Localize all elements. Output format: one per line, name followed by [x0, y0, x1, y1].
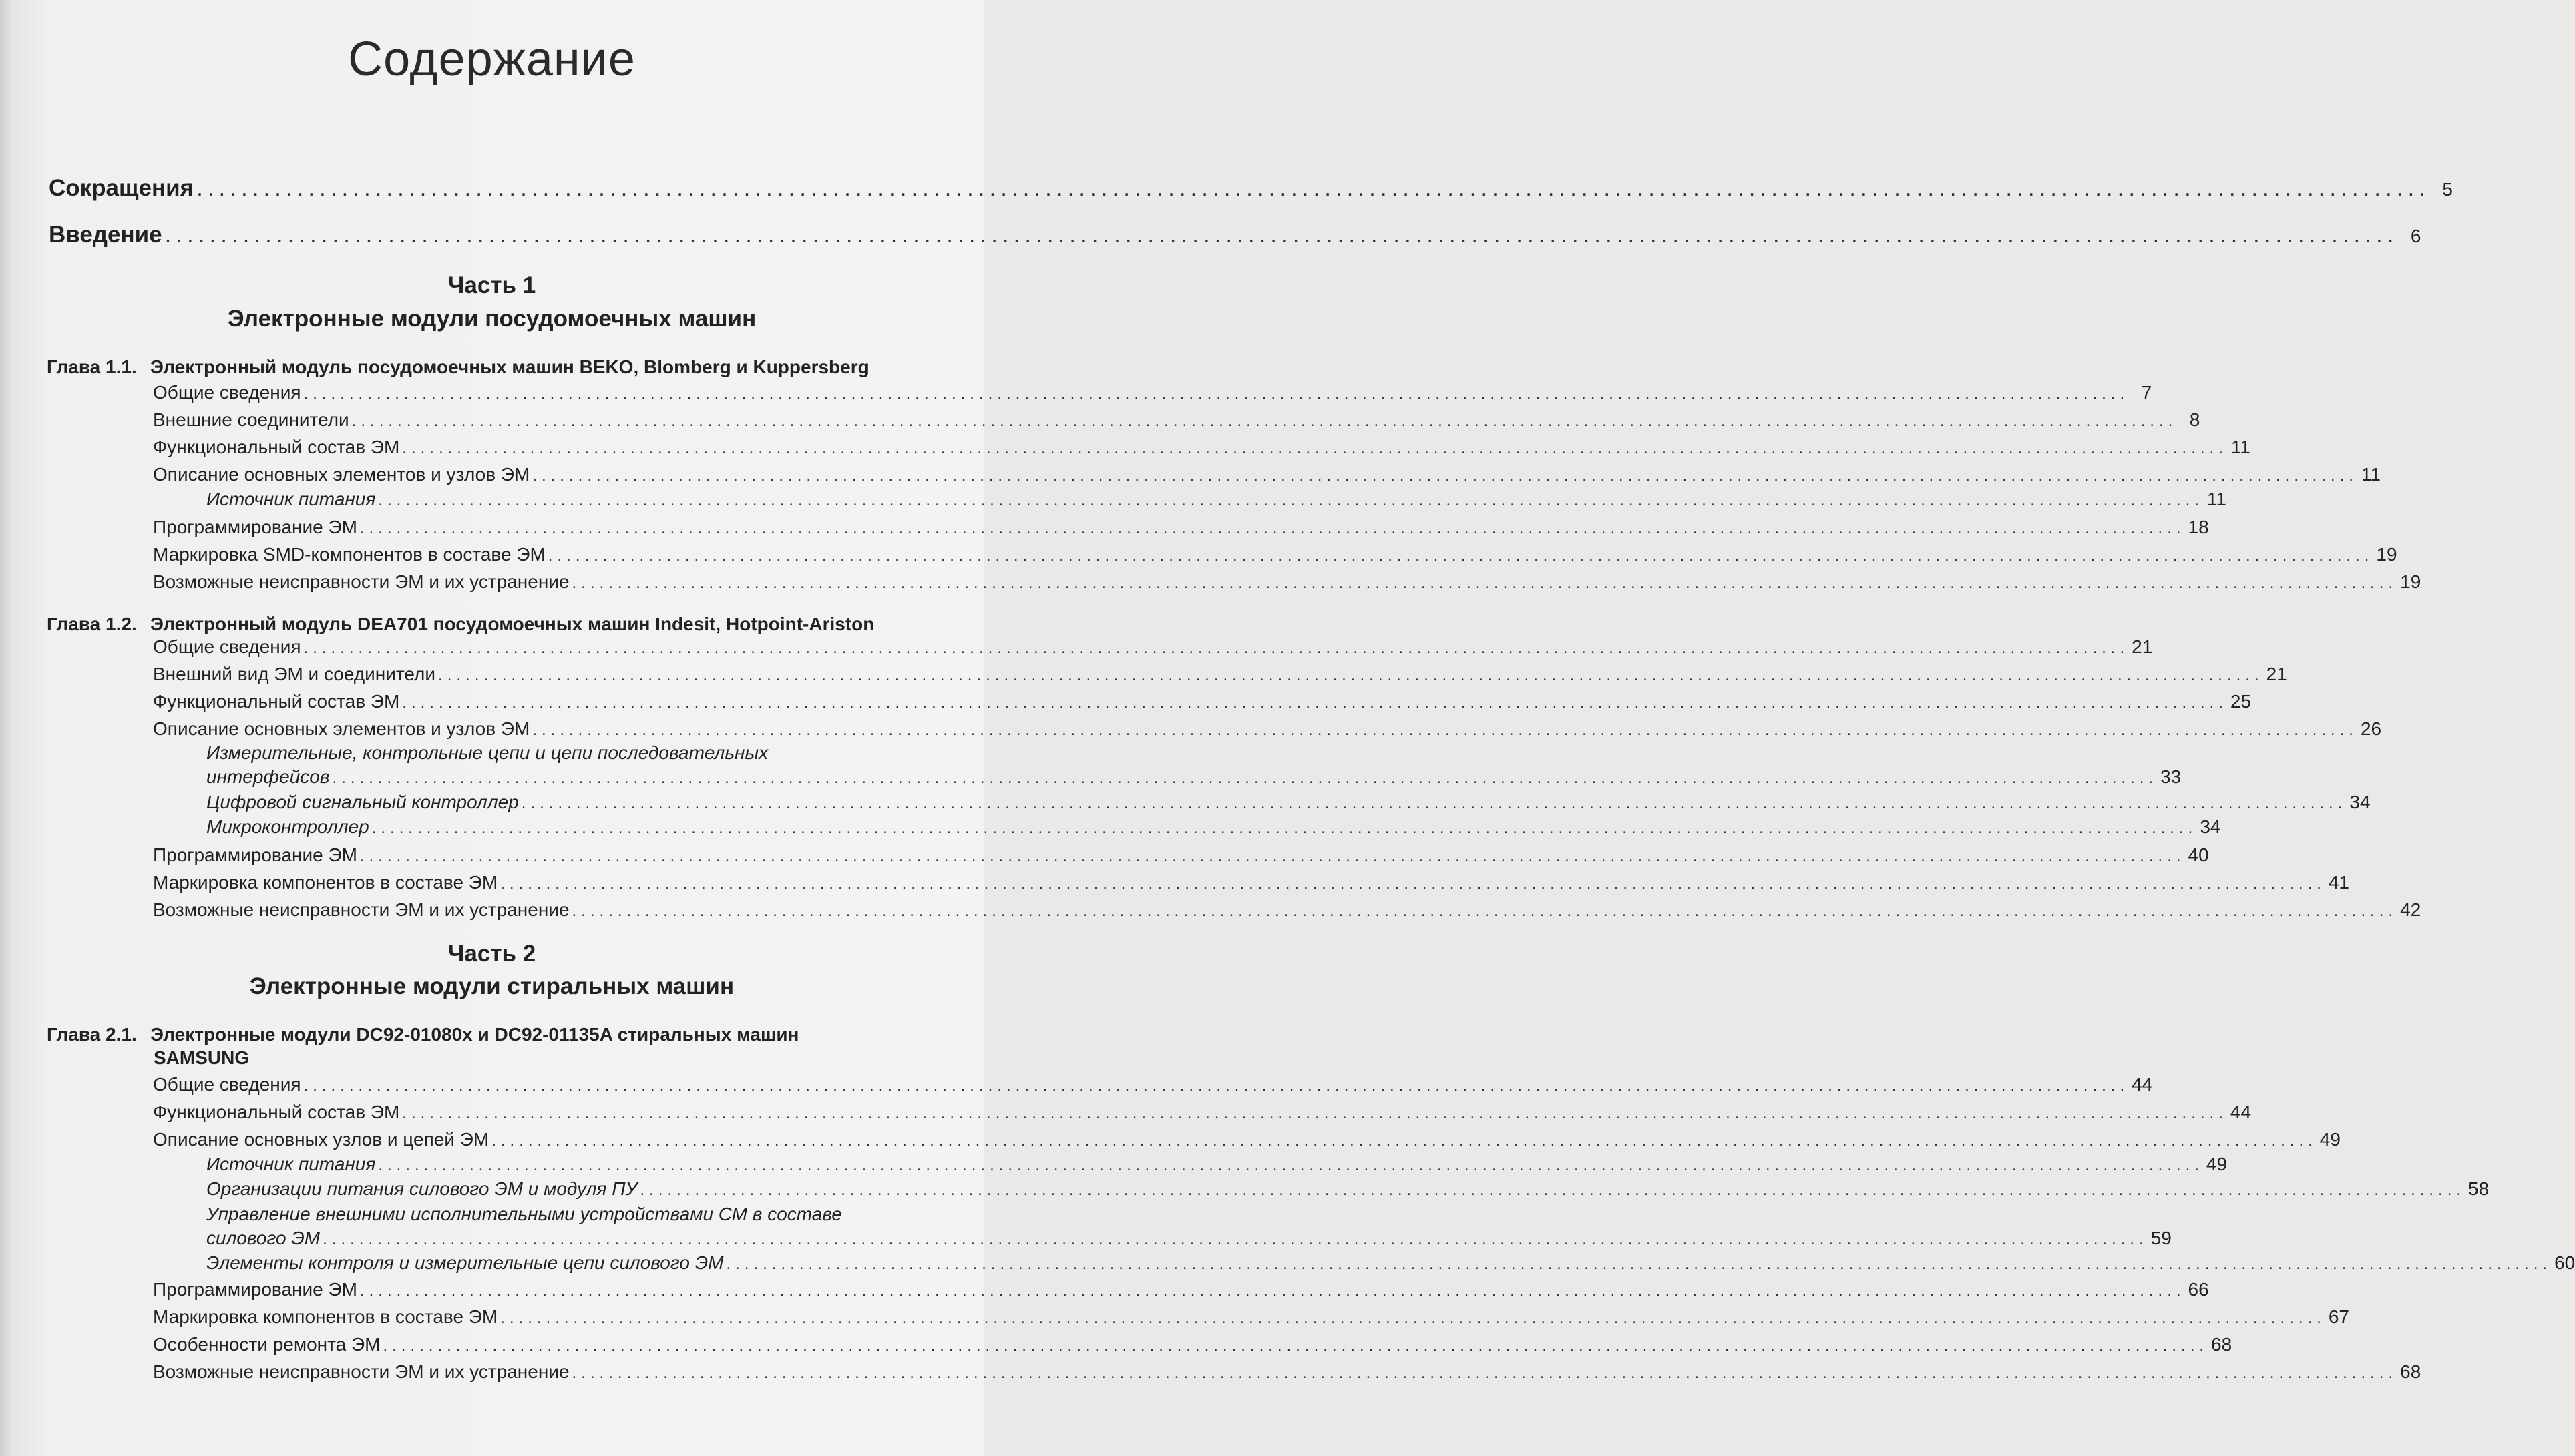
toc-entry-introduction[interactable] [49, 222, 2421, 248]
toc-subentry[interactable] [206, 489, 2226, 515]
chapter-title-continuation: SAMSUNG [154, 1047, 250, 1068]
dot-leader: ........................................................................................................................................................................................................ [491, 1132, 2317, 1150]
toc-entry-label: Программирование ЭМ [153, 517, 357, 537]
chapter-number: Глава 1.2. [47, 614, 137, 634]
dot-leader: ........................................................................................................................................................................................................ [359, 1282, 2186, 1300]
toc-entry-label: Возможные неисправности ЭМ и их устранение [153, 899, 570, 920]
toc-entry-label: Возможные неисправности ЭМ и их устранение [153, 571, 570, 592]
toc-page-number: 67 [2328, 1306, 2349, 1327]
toc-page-number: 49 [2319, 1129, 2341, 1150]
dot-leader: ........................................................................................................................................................................................................ [726, 1255, 2552, 1273]
toc-entry[interactable] [153, 691, 2252, 718]
chapter-title: Электронный модуль посудомоечных машин BEKO, Blomberg и Kuppersberg [150, 356, 869, 377]
toc-page-number: 44 [2230, 1102, 2252, 1122]
dot-leader: ........................................................................................................................................................................................................ [572, 902, 2398, 920]
dot-leader: ........................................................................................................................................................................................................ [378, 1156, 2204, 1174]
dot-leader: ........................................................................................................................................................................................................ [359, 519, 2186, 537]
toc-page-number: 68 [2400, 1361, 2421, 1382]
toc-page-number: 49 [2206, 1154, 2228, 1174]
toc-entry-label: Маркировка компонентов в составе ЭМ [153, 1306, 498, 1327]
toc-page-number: 18 [2188, 517, 2209, 537]
toc-subentry-line[interactable]: Управление внешними исполнительными устройствами СМ в составе [206, 1204, 842, 1224]
toc-subentry[interactable] [206, 816, 2221, 843]
toc-entry-abbreviations[interactable] [49, 175, 2453, 202]
toc-entry-label: Программирование ЭМ [153, 844, 357, 865]
dot-leader: ........................................................................................................................................................................................................ [500, 1309, 2326, 1327]
toc-page-number: 34 [2349, 792, 2371, 812]
dot-leader: ........................................................................................................................................................................................................ [402, 439, 2228, 457]
toc-entry-label: Цифровой сигнальный контроллер [206, 792, 519, 812]
page-title: Содержание [348, 33, 636, 86]
dot-leader: ........................................................................................................................................................................................................ [548, 547, 2374, 565]
toc-page-number: 11 [2206, 489, 2226, 509]
toc-page-number: 66 [2188, 1279, 2209, 1300]
toc-page-number: 19 [2400, 571, 2421, 592]
toc-entry-label: Функциональный состав ЭМ [153, 691, 400, 712]
toc-entry[interactable] [153, 636, 2153, 663]
dot-leader: ........................................................................................................................................................................................................ [500, 875, 2326, 893]
part-title: Электронные модули посудомоечных машин [227, 306, 757, 332]
toc-page-number: 33 [2160, 766, 2182, 787]
toc-page-number: 60 [2554, 1252, 2575, 1273]
toc-entry[interactable] [153, 571, 2421, 598]
toc-page-number: 40 [2188, 844, 2209, 865]
dot-leader: ........................................................................................................................................................................................................ [164, 222, 2399, 248]
chapter-number: Глава 2.1. [47, 1024, 137, 1045]
toc-subentry-line[interactable]: Измерительные, контрольные цепи и цепи последовательных [206, 742, 769, 763]
toc-page-number: 21 [2266, 664, 2287, 684]
toc-entry-label: Элементы контроля и измерительные цепи силового ЭМ [206, 1252, 724, 1273]
chapter-heading[interactable] [47, 612, 948, 636]
dot-leader: ........................................................................................................................................................................................................ [521, 794, 2347, 812]
toc-entry[interactable] [153, 1102, 2252, 1128]
dot-leader: ........................................................................................................................................................................................................ [371, 819, 2198, 837]
toc-entry-label: Сокращения [49, 175, 194, 201]
toc-entry-label: Микроконтроллер [206, 816, 369, 837]
toc-entry[interactable] [153, 664, 2287, 690]
toc-entry[interactable] [153, 1334, 2232, 1361]
toc-entry[interactable] [153, 718, 2382, 745]
toc-page-number: 34 [2200, 816, 2221, 837]
toc-entry-label: Функциональный состав ЭМ [153, 437, 400, 457]
toc-entry[interactable] [153, 409, 2200, 436]
dot-leader: ........................................................................................................................................................................................................ [402, 1104, 2228, 1122]
dot-leader: ........................................................................................................................................................................................................ [572, 1364, 2398, 1382]
dot-leader: ........................................................................................................................................................................................................ [383, 1337, 2209, 1355]
toc-page-number: 59 [2150, 1228, 2172, 1248]
dot-leader: ........................................................................................................................................................................................................ [532, 721, 2358, 739]
toc-page-number: 11 [2230, 437, 2250, 457]
toc-entry[interactable] [153, 1361, 2421, 1388]
toc-entry-label: Организации питания силового ЭМ и модуля ПУ [206, 1178, 638, 1199]
chapter-number: Глава 1.1. [47, 356, 137, 377]
dot-leader: ........................................................................................................................................................................................................ [402, 694, 2228, 712]
toc-entry-label: Общие сведения [153, 382, 301, 403]
toc-page-number: 19 [2376, 544, 2397, 565]
dot-leader: ........................................................................................................................................................................................................ [323, 1230, 2148, 1248]
toc-entry-label: Общие сведения [153, 636, 301, 657]
toc-entry[interactable] [153, 1279, 2209, 1306]
toc-entry-label: Внешний вид ЭМ и соединители [153, 664, 436, 684]
toc-page-number: 21 [2132, 636, 2153, 657]
toc-entry-label: Описание основных элементов и узлов ЭМ [153, 718, 530, 739]
chapter-heading[interactable] [47, 1023, 948, 1069]
dot-leader: ........................................................................................................................................................................................................ [378, 491, 2204, 509]
toc-entry-label: Введение [49, 222, 162, 248]
dot-leader: ........................................................................................................................................................................................................ [438, 666, 2264, 684]
part-number: Часть 1 [447, 272, 536, 298]
toc-entry-label: Особенности ремонта ЭМ [153, 1334, 381, 1355]
dot-leader: ........................................................................................................................................................................................................ [332, 769, 2158, 787]
toc-entry[interactable] [153, 1306, 2349, 1333]
toc-subentry[interactable] [206, 766, 2182, 793]
toc-entry-label: Общие сведения [153, 1074, 301, 1095]
chapter-title: Электронный модуль DEA701 посудомоечных машин Indesit, Hotpoint-Ariston [150, 614, 875, 634]
toc-subentry[interactable] [206, 1154, 2228, 1180]
toc-subentry[interactable] [206, 1178, 2490, 1205]
toc-entry-label: Описание основных элементов и узлов ЭМ [153, 464, 530, 485]
toc-entry-label: Программирование ЭМ [153, 1279, 357, 1300]
dot-leader: ........................................................................................................................................................................................................ [303, 385, 2130, 403]
toc-page-number: 58 [2468, 1178, 2490, 1199]
toc-subentry[interactable] [206, 1252, 2575, 1279]
toc-page-number: 11 [2361, 464, 2381, 485]
toc-entry-label: Возможные неисправности ЭМ и их устранение [153, 1361, 570, 1382]
toc-page-number: 6 [2410, 226, 2421, 246]
toc-page-number: 8 [2189, 409, 2200, 430]
toc-page-number: 25 [2230, 691, 2252, 712]
dot-leader: ........................................................................................................................................................................................................ [572, 574, 2398, 592]
dot-leader: ........................................................................................................................................................................................................ [359, 847, 2186, 865]
toc-page-number: 68 [2211, 1334, 2232, 1355]
toc-entry-label: силового ЭМ [206, 1228, 321, 1248]
toc-page-number: 42 [2400, 899, 2421, 920]
toc-entry[interactable] [153, 1129, 2341, 1156]
toc-subentry[interactable] [206, 1228, 2172, 1254]
toc-entry-label: Функциональный состав ЭМ [153, 1102, 400, 1122]
dot-leader: ........................................................................................................................................................................................................ [196, 175, 2430, 201]
dot-leader: ........................................................................................................................................................................................................ [303, 1077, 2130, 1095]
toc-entry[interactable] [153, 382, 2152, 409]
toc-entry-label: Источник питания [206, 1154, 376, 1174]
toc-entry-label: интерфейсов [206, 766, 330, 787]
toc-page-number: 41 [2328, 872, 2349, 893]
toc-entry-label: Маркировка SMD-компонентов в составе ЭМ [153, 544, 546, 565]
toc-entry[interactable] [153, 844, 2209, 871]
chapter-title: Электронные модули DC92-01080x и DC92-01135A стиральных машин [150, 1024, 799, 1045]
toc-entry[interactable] [153, 872, 2349, 899]
toc-entry-label: Внешние соединители [153, 409, 349, 430]
toc-entry[interactable] [153, 1074, 2153, 1101]
toc-page-number: 44 [2132, 1074, 2153, 1095]
dot-leader: ........................................................................................................................................................................................................ [532, 467, 2358, 485]
toc-entry-label: Описание основных узлов и цепей ЭМ [153, 1129, 489, 1150]
toc-entry[interactable] [153, 437, 2250, 463]
toc-entry[interactable] [153, 517, 2209, 543]
toc-page-number: 26 [2360, 718, 2382, 739]
toc-entry[interactable] [153, 464, 2381, 491]
dot-leader: ........................................................................................................................................................................................................ [303, 639, 2130, 657]
dot-leader: ........................................................................................................................................................................................................ [640, 1181, 2466, 1199]
toc-subentry[interactable] [206, 792, 2371, 818]
toc-entry[interactable] [153, 544, 2397, 571]
chapter-heading[interactable] [47, 355, 948, 379]
toc-entry[interactable] [153, 899, 2421, 926]
toc-page-number: 5 [2442, 179, 2453, 200]
part-title: Электронные модули стиральных машин [249, 973, 735, 999]
dot-leader: ........................................................................................................................................................................................................ [351, 412, 2178, 430]
toc-entry-label: Источник питания [206, 489, 376, 509]
toc-entry-label: Маркировка компонентов в составе ЭМ [153, 872, 498, 893]
toc-page-number: 7 [2141, 382, 2152, 403]
part-number: Часть 2 [447, 941, 536, 967]
